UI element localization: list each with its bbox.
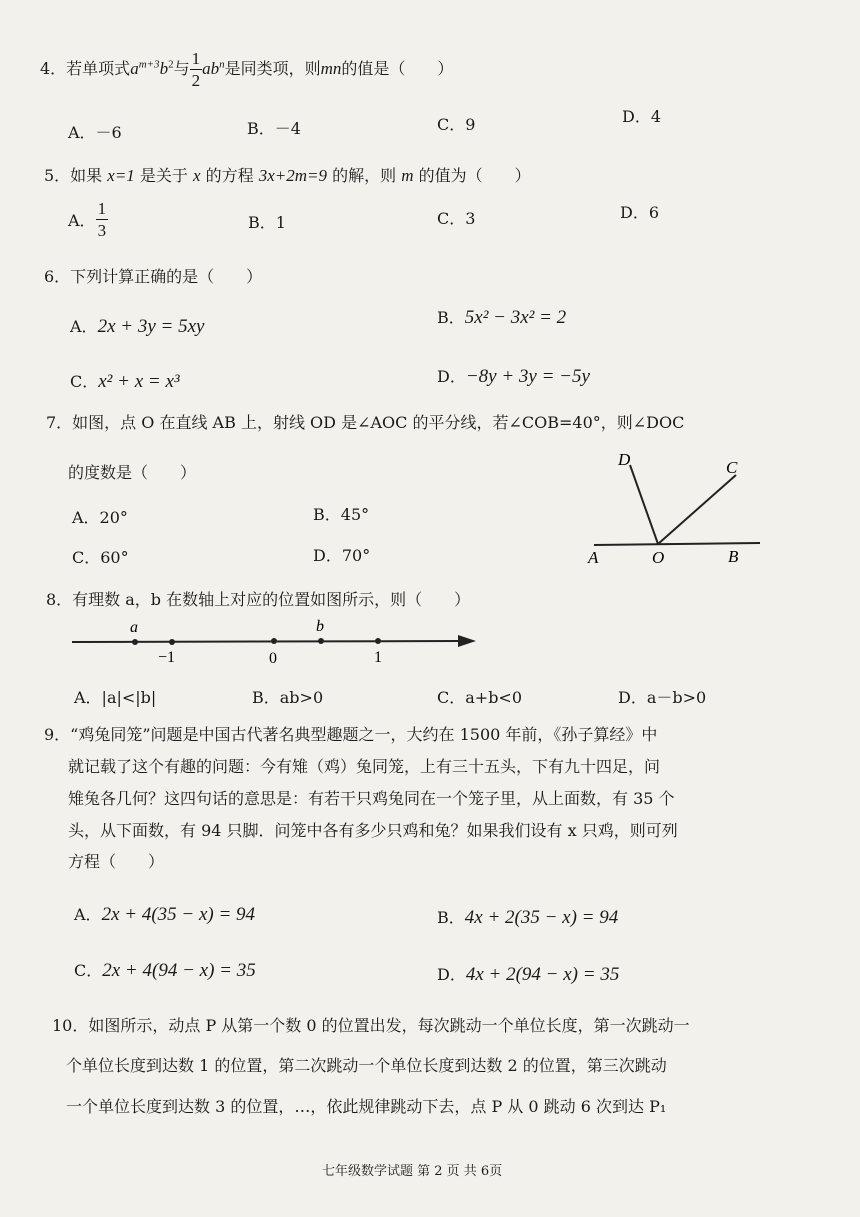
q7-option-c[interactable]: C．60° [72, 548, 129, 567]
q9-option-d[interactable] [437, 962, 619, 986]
q5-text-post2: 的值为（ ） [418, 166, 531, 185]
q4-var-b: b [159, 59, 169, 78]
line-ab [594, 543, 760, 545]
q6-option-d[interactable] [437, 364, 590, 388]
question-5-stem [44, 163, 531, 186]
q5-frac-num: 1 [97, 199, 107, 218]
q8-option-d[interactable]: D．a－b>0 [618, 688, 707, 707]
point-b [318, 638, 324, 644]
question-10-line-2: 个单位长度到达数 1 的位置，第二次跳动一个单位长度到达数 2 的位置，第三次跳动 [66, 1056, 667, 1075]
q4-option-d[interactable]: D．4 [622, 107, 662, 126]
q5-text-pre: 5．如果 [44, 166, 103, 185]
q9-option-a-label: A． [74, 905, 102, 924]
question-9-line-1: 9．“鸡兔同笼”问题是中国古代著名典型趣题之一，大约在 1500 年前，《孙子算经》中 [44, 725, 658, 744]
q4-text-post: 是同类项，则 [224, 59, 321, 78]
question-9-line-2: 就记载了这个有趣的问题：今有雉（鸡）兔同笼，上有三十五头，下有九十四足，问 [68, 757, 661, 776]
question-7-line2: 的度数是（ ） [68, 463, 197, 482]
q5-var-m: m [401, 166, 414, 185]
q5-text-post: 的解，则 [332, 166, 397, 185]
ray-od [630, 465, 658, 544]
q6-option-a-label: A． [70, 317, 98, 336]
q7-option-b[interactable]: B．45° [313, 505, 370, 524]
label-d: D [618, 450, 631, 469]
point-neg1 [169, 639, 175, 645]
q8-number-line [60, 615, 490, 670]
q4-var-mn: mn [320, 59, 342, 78]
q5-option-d[interactable]: D．6 [620, 203, 660, 222]
q4-text-post2: 的值是（ ） [341, 59, 454, 78]
question-9-line-3: 雉兔各几何？这四句话的意思是：有若干只鸡兔同在一个笼子里，从上面数，有 35 个 [68, 789, 675, 808]
q6-option-b[interactable] [437, 305, 566, 329]
q9-option-d-expr: 4x + 2(94 − x) = 35 [465, 964, 620, 985]
q4-option-a[interactable]: A．－6 [68, 123, 122, 142]
label-b: b [316, 618, 324, 635]
label-one: 1 [374, 649, 382, 666]
q6-option-c-label: C． [70, 372, 99, 391]
q4-var-ab: ab [202, 59, 220, 78]
number-line-axis [72, 641, 460, 642]
q9-option-b-expr: 4x + 2(35 − x) = 94 [464, 907, 619, 928]
ray-oc [658, 475, 736, 544]
q9-option-b-label: B． [437, 908, 465, 927]
q6-option-d-expr: −8y + 3y = −5y [465, 366, 590, 387]
q7-option-a[interactable]: A．20° [72, 508, 128, 527]
q6-option-a[interactable] [70, 314, 204, 338]
point-one [375, 638, 381, 644]
q6-option-b-expr: 5x² − 3x² = 2 [464, 307, 567, 328]
label-a: a [130, 619, 138, 636]
q4-text-with: 与 [173, 59, 190, 78]
question-9-line-5: 方程（ ） [68, 852, 165, 871]
q4-exp-m3: m+3 [138, 58, 160, 71]
q5-condition: x=1 [107, 166, 135, 185]
q4-frac-num: 1 [191, 49, 201, 68]
q5-equation: 3x+2m=9 [258, 166, 328, 185]
label-neg1: −1 [158, 649, 176, 666]
q5-option-a-label: A． [68, 211, 96, 230]
label-c: C [726, 458, 738, 477]
q9-option-a-expr: 2x + 4(35 − x) = 94 [101, 904, 256, 925]
q5-text-mid2: 的方程 [205, 166, 254, 185]
question-10-line-1: 10．如图所示，动点 P 从第一个数 0 的位置出发，每次跳动一个单位长度，第一次跳动一 [52, 1016, 690, 1035]
q9-option-b[interactable] [437, 905, 618, 929]
q5-option-b[interactable]: B．1 [248, 213, 286, 232]
q5-option-a-fraction [96, 200, 109, 239]
q9-option-a[interactable] [74, 902, 255, 926]
q6-option-c[interactable] [70, 369, 180, 393]
page-footer: 七年级数学试题 第 2 页 共 6页 [322, 1164, 503, 1179]
label-b: B [728, 547, 739, 566]
q9-option-c[interactable] [74, 958, 256, 982]
label-zero: 0 [269, 650, 277, 667]
q5-option-c[interactable]: C．3 [437, 209, 476, 228]
q4-frac-den: 2 [191, 71, 201, 90]
point-zero [271, 638, 277, 644]
question-10-line-3: 一个单位长度到达数 3 的位置，…，依此规律跳动下去，点 P 从 0 跳动 6 次到达 P₁ [66, 1097, 667, 1116]
q9-option-c-expr: 2x + 4(94 − x) = 35 [102, 960, 256, 981]
q4-var-a: a [130, 59, 139, 78]
q5-text-mid: 是关于 [139, 166, 188, 185]
label-a: A [588, 548, 599, 567]
question-9-line-4: 头，从下面数，有 94 只脚．问笼中各有多少只鸡和兔？如果我们设有 x 只鸡，则可列 [68, 821, 678, 840]
q5-option-a[interactable] [68, 200, 108, 239]
q7-angle-figure [580, 445, 780, 570]
q6-option-d-label: D． [437, 367, 466, 386]
q6-option-a-expr: 2x + 3y = 5xy [97, 316, 205, 337]
q9-option-d-label: D． [437, 965, 466, 984]
label-o: O [652, 548, 665, 567]
q5-var-x: x [193, 166, 201, 185]
q8-option-a[interactable]: A．|a|<|b| [74, 688, 157, 707]
q5-frac-den: 3 [97, 221, 107, 240]
question-7-line1: 7．如图，点 O 在直线 AB 上，射线 OD 是∠AOC 的平分线，若∠COB=40°，则∠DOC [46, 413, 685, 432]
q8-option-c[interactable]: C．a+b<0 [437, 688, 523, 707]
q7-option-d[interactable]: D．70° [313, 546, 371, 565]
q6-option-b-label: B． [437, 308, 465, 327]
q4-exp-n: n [219, 58, 225, 71]
number-line-arrow [458, 635, 476, 647]
point-a [132, 639, 138, 645]
q4-exp-2: 2 [168, 58, 174, 71]
q9-option-c-label: C． [74, 961, 103, 980]
question-8-stem: 8．有理数 a，b 在数轴上对应的位置如图所示，则（ ） [46, 590, 471, 609]
q6-option-c-expr: x² + x = x³ [98, 371, 180, 392]
question-4-stem [40, 50, 453, 89]
q8-option-b[interactable]: B．ab>0 [252, 688, 324, 707]
question-6-stem: 6．下列计算正确的是（ ） [44, 267, 263, 286]
q4-option-b[interactable]: B．－4 [247, 119, 301, 138]
q4-fraction [190, 50, 203, 89]
q4-text-pre: 4．若单项式 [40, 59, 131, 78]
q4-option-c[interactable]: C．9 [437, 115, 476, 134]
